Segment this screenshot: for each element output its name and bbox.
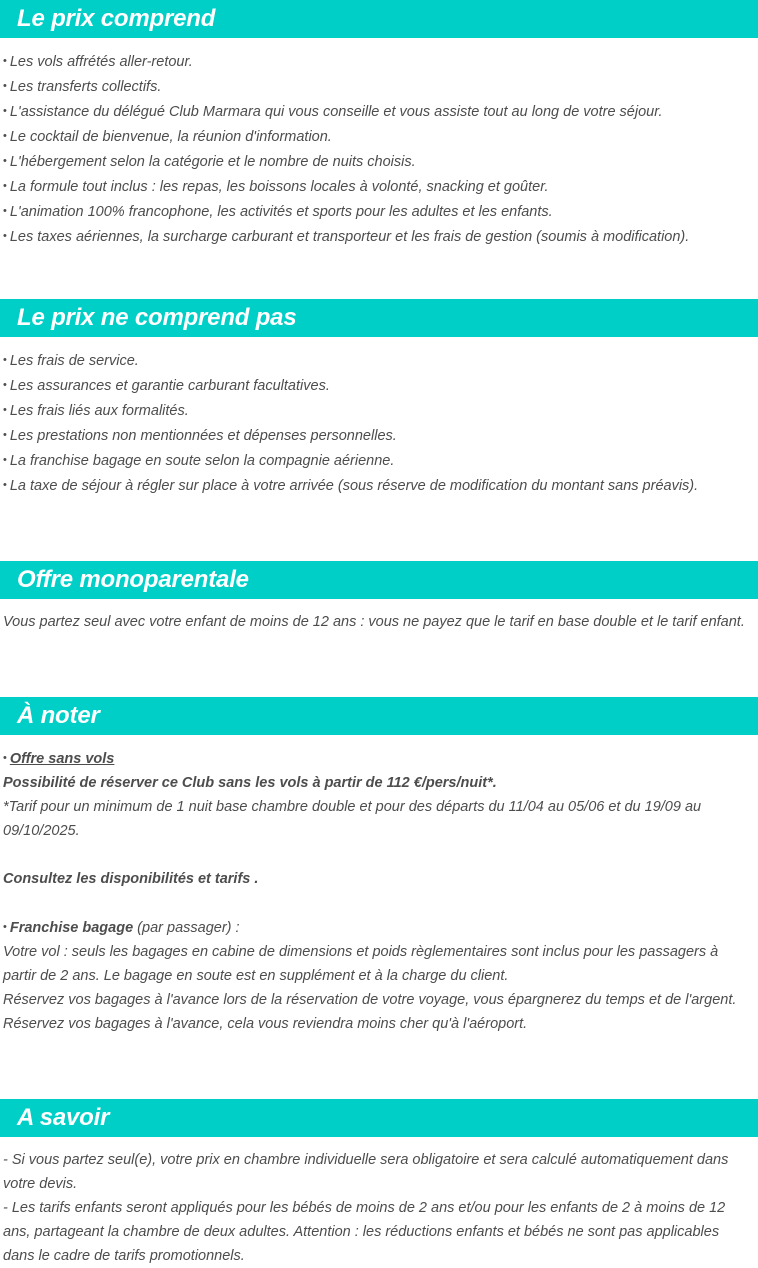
list-item-label: Les transferts collectifs. — [9, 79, 162, 95]
list-item — [3, 373, 748, 398]
section-body-prix-ne-comprend-pas — [0, 348, 758, 498]
section-header-prix-ne-comprend-pas — [0, 299, 758, 337]
franchise-bagage-heading — [3, 915, 748, 940]
bullet-icon: • — [3, 354, 7, 366]
bullet-icon: • — [3, 180, 7, 192]
list-item — [3, 199, 748, 224]
bullet-icon: • — [3, 404, 7, 416]
section-title: Offre monoparentale — [17, 566, 249, 593]
bullet-icon: • — [3, 921, 7, 933]
bullet-icon: • — [3, 105, 7, 117]
franchise-bagage-line: Votre vol : seuls les bagages en cabine de dimensions et poids règlementaires sont inclus pour les passagers à partir de 2 ans. Le bagage en soute est en supplément et à la charge du client. — [3, 944, 719, 984]
list-item-label: Les frais liés aux formalités. — [9, 403, 189, 419]
section-body-a-savoir — [0, 1148, 758, 1268]
offre-sans-vols-tarif-note: *Tarif pour un minimum de 1 nuit base chambre double et pour des départs du 11/04 au 05/06 et du 19/09 au 09/10/2025. — [3, 799, 702, 839]
spacer — [3, 891, 748, 915]
list-item-label: Les frais de service. — [9, 353, 139, 369]
list-item — [3, 49, 748, 74]
bullet-icon: • — [3, 130, 7, 142]
spacer — [0, 1137, 758, 1148]
list-item-label: La taxe de séjour à régler sur place à votre arrivée (sous réserve de modification du montant sans préavis). — [9, 478, 699, 494]
list-item-label: L'animation 100% francophone, les activités et sports pour les adultes et les enfants. — [9, 204, 553, 220]
bullet-icon: • — [3, 55, 7, 67]
section-body-offre-monoparentale — [0, 610, 758, 634]
section-header-prix-comprend — [0, 0, 758, 38]
list-item-label: La franchise bagage en soute selon la compagnie aérienne. — [9, 453, 395, 469]
consultez-disponibilites-link[interactable]: Consultez les disponibilités et tarifs . — [3, 871, 259, 887]
bullet-icon: • — [3, 379, 7, 391]
list-item-label: Les assurances et garantie carburant facultatives. — [9, 378, 330, 394]
bullet-icon: • — [3, 429, 7, 441]
section-body-prix-comprend — [0, 49, 758, 249]
list-item — [3, 473, 748, 498]
franchise-bagage-suffix: (par passager) : — [133, 920, 240, 936]
spacer — [0, 634, 758, 673]
section-title: Le prix comprend — [17, 5, 216, 32]
section-header-offre-monoparentale — [0, 561, 758, 599]
list-item-label: Les prestations non mentionnées et dépenses personnelles. — [9, 428, 397, 444]
section-title: Le prix ne comprend pas — [17, 304, 297, 331]
spacer — [0, 735, 758, 746]
offre-sans-vols-heading — [3, 746, 748, 771]
section-header-a-noter — [0, 697, 758, 735]
spacer — [0, 337, 758, 348]
bullet-icon: • — [3, 479, 7, 491]
section-header-a-savoir — [0, 1099, 758, 1137]
bullet-icon: • — [3, 205, 7, 217]
a-savoir-line: - Si vous partez seul(e), votre prix en chambre individuelle sera obligatoire et sera calculé automatiquement dans votre devis. — [3, 1152, 729, 1192]
spacer — [0, 1036, 758, 1075]
list-item — [3, 398, 748, 423]
franchise-bagage-line: Réservez vos bagages à l'avance, cela vous reviendra moins cher qu'à l'aéroport. — [3, 1016, 528, 1032]
list-item-label: Les taxes aériennes, la surcharge carburant et transporteur et les frais de gestion (soumis à modification). — [9, 229, 690, 245]
bullet-icon: • — [3, 80, 7, 92]
section-title: À noter — [17, 702, 100, 729]
list-item — [3, 448, 748, 473]
section-title: A savoir — [17, 1104, 110, 1131]
bullet-icon: • — [3, 752, 7, 764]
bullet-icon: • — [3, 230, 7, 242]
list-item — [3, 423, 748, 448]
spacer — [0, 249, 758, 299]
list-item-label: La formule tout inclus : les repas, les boissons locales à volonté, snacking et goûter. — [9, 179, 549, 195]
spacer — [0, 673, 758, 697]
franchise-bagage-line: Réservez vos bagages à l'avance lors de la réservation de votre voyage, vous épargnerez du temps et de l'argent. — [3, 992, 737, 1008]
spacer — [0, 537, 758, 561]
list-item-label: Les vols affrétés aller-retour. — [9, 54, 193, 70]
list-item — [3, 149, 748, 174]
a-savoir-line: - Les tarifs enfants seront appliqués pour les bébés de moins de 2 ans et/ou pour les enfants de 2 à moins de 12 ans, partageant la chambre de deux adultes. Attention : les réductions enfants et bébés ne sont pas applicables dans le cadre de tarifs promotionnels. — [3, 1200, 726, 1264]
list-item-label: L'assistance du délégué Club Marmara qui vous conseille et vous assiste tout au long de votre séjour. — [9, 104, 663, 120]
spacer — [0, 599, 758, 610]
list-item — [3, 174, 748, 199]
section-body-a-noter — [0, 746, 758, 1036]
list-item-label: L'hébergement selon la catégorie et le nombre de nuits choisis. — [9, 154, 416, 170]
list-item — [3, 124, 748, 149]
franchise-bagage-label: Franchise bagage — [9, 920, 134, 936]
list-item — [3, 99, 748, 124]
bullet-icon: • — [3, 454, 7, 466]
offre-sans-vols-link[interactable]: Offre sans vols — [9, 751, 115, 767]
list-item — [3, 224, 748, 249]
list-item-label: Le cocktail de bienvenue, la réunion d'information. — [9, 129, 332, 145]
spacer — [0, 1075, 758, 1099]
spacer — [3, 843, 748, 867]
spacer — [0, 38, 758, 49]
list-item — [3, 348, 748, 373]
list-item — [3, 74, 748, 99]
offre-monoparentale-text: Vous partez seul avec votre enfant de moins de 12 ans : vous ne payez que le tarif en base double et le tarif enfant. — [3, 614, 745, 630]
bullet-icon: • — [3, 155, 7, 167]
spacer — [0, 498, 758, 537]
offre-sans-vols-possibilite: Possibilité de réserver ce Club sans les vols à partir de 112 €/pers/nuit*. — [3, 775, 497, 791]
